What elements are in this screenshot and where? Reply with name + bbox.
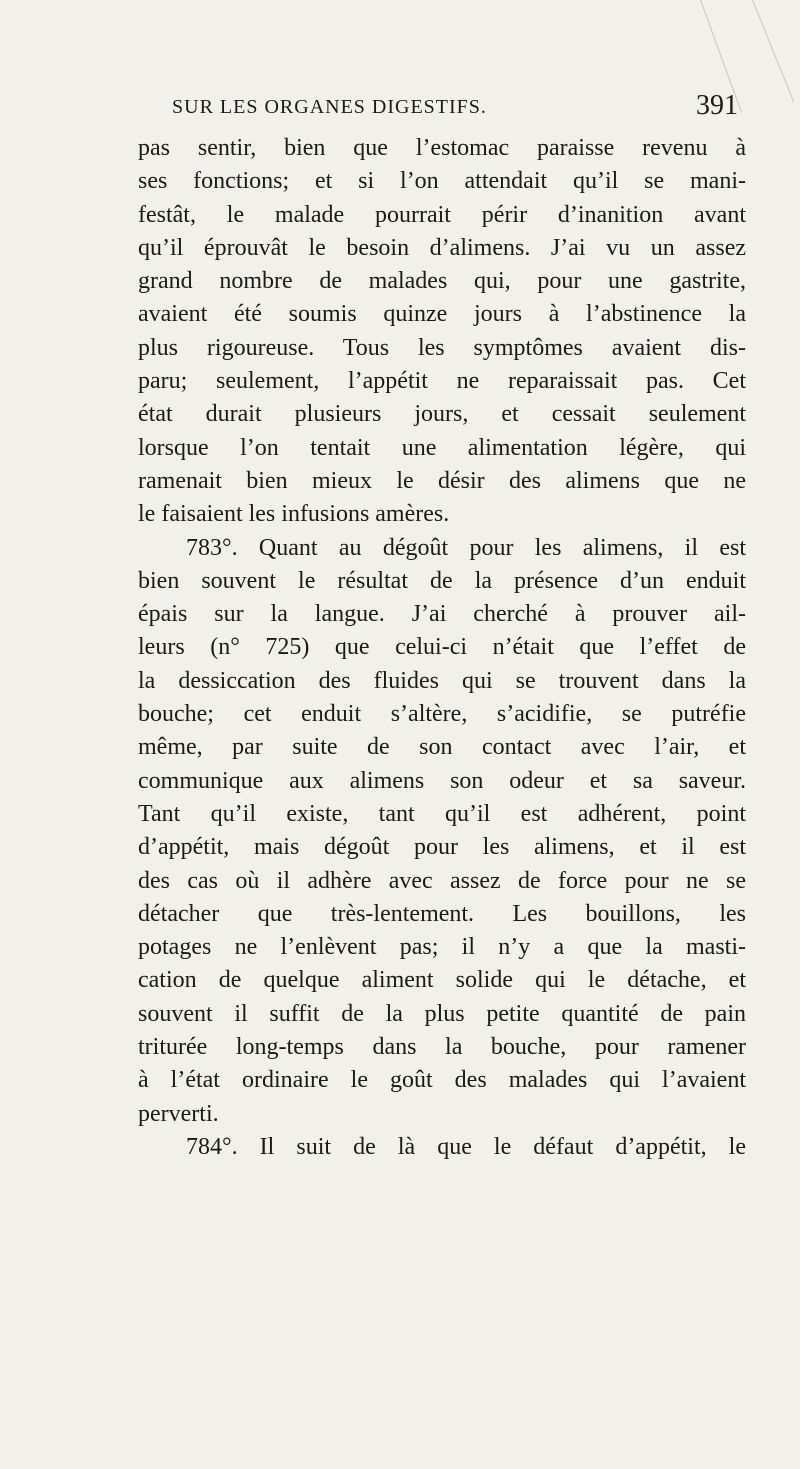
text-line: souvent il suffit de la plus petite quantité de pain: [138, 1000, 746, 1027]
text-line: Tant qu’il existe, tant qu’il est adhérent, point: [138, 800, 746, 827]
text-line: festât, le malade pourrait périr d’inanition avant: [138, 201, 746, 228]
text-line: communique aux alimens son odeur et sa saveur.: [138, 767, 746, 794]
text-line: même, par suite de son contact avec l’air, et: [138, 734, 746, 761]
paragraph-start-783: 783°. Quant au dégoût pour les alimens, il est: [186, 534, 746, 561]
text-line: potages ne l’enlèvent pas; il n’y a que la masti-: [138, 934, 746, 961]
running-head: SUR LES ORGANES DIGESTIFS.: [172, 96, 487, 118]
text-line: avaient été soumis quinze jours à l’abstinence la: [138, 301, 746, 328]
text-line: pas sentir, bien que l’estomac paraisse revenu à: [138, 135, 746, 161]
text-line: à l’état ordinaire le goût des malades qui l’avaient: [138, 1067, 746, 1094]
text-line: triturée long-temps dans la bouche, pour ramener: [138, 1034, 746, 1061]
text-line: état durait plusieurs jours, et cessait seulement: [138, 401, 746, 428]
text-line: perverti.: [138, 1100, 219, 1127]
text-line: cation de quelque aliment solide qui le détache, et: [138, 967, 746, 994]
text-line: la dessiccation des fluides qui se trouvent dans la: [138, 667, 746, 694]
text-line: plus rigoureuse. Tous les symptômes avaient dis-: [138, 334, 746, 361]
text-line: qu’il éprouvât le besoin d’alimens. J’ai vu un assez: [138, 234, 746, 261]
page-header: [150, 90, 750, 130]
text-line: ses fonctions; et si l’on attendait qu’il se mani-: [138, 168, 746, 195]
text-line: leurs (n° 725) que celui-ci n’était que l’effet de: [138, 634, 746, 661]
text-line: lorsque l’on tentait une alimentation légère, qui: [138, 434, 746, 461]
paragraph-start-784: 784°. Il suit de là que le défaut d’appétit, le: [186, 1133, 746, 1160]
page-number: 391: [696, 90, 738, 121]
page-fold-line: [752, 0, 794, 102]
text-line: grand nombre de malades qui, pour une gastrite,: [138, 268, 746, 295]
text-line: ramenait bien mieux le désir des alimens que ne: [138, 467, 746, 494]
text-line: épais sur la langue. J’ai cherché à prouver ail-: [138, 601, 746, 628]
text-line: bien souvent le résultat de la présence d’un enduit: [138, 567, 746, 594]
text-line: des cas où il adhère avec assez de force pour ne se: [138, 867, 746, 894]
body-text: [138, 132, 746, 1164]
text-line: détacher que très-lentement. Les bouillons, les: [138, 900, 746, 927]
text-line: bouche; cet enduit s’altère, s’acidifie, se putréfie: [138, 701, 746, 728]
text-line: le faisaient les infusions amères.: [138, 501, 450, 528]
text-line: paru; seulement, l’appétit ne reparaissait pas. Cet: [138, 368, 746, 395]
text-line: d’appétit, mais dégoût pour les alimens, et il est: [138, 834, 746, 861]
